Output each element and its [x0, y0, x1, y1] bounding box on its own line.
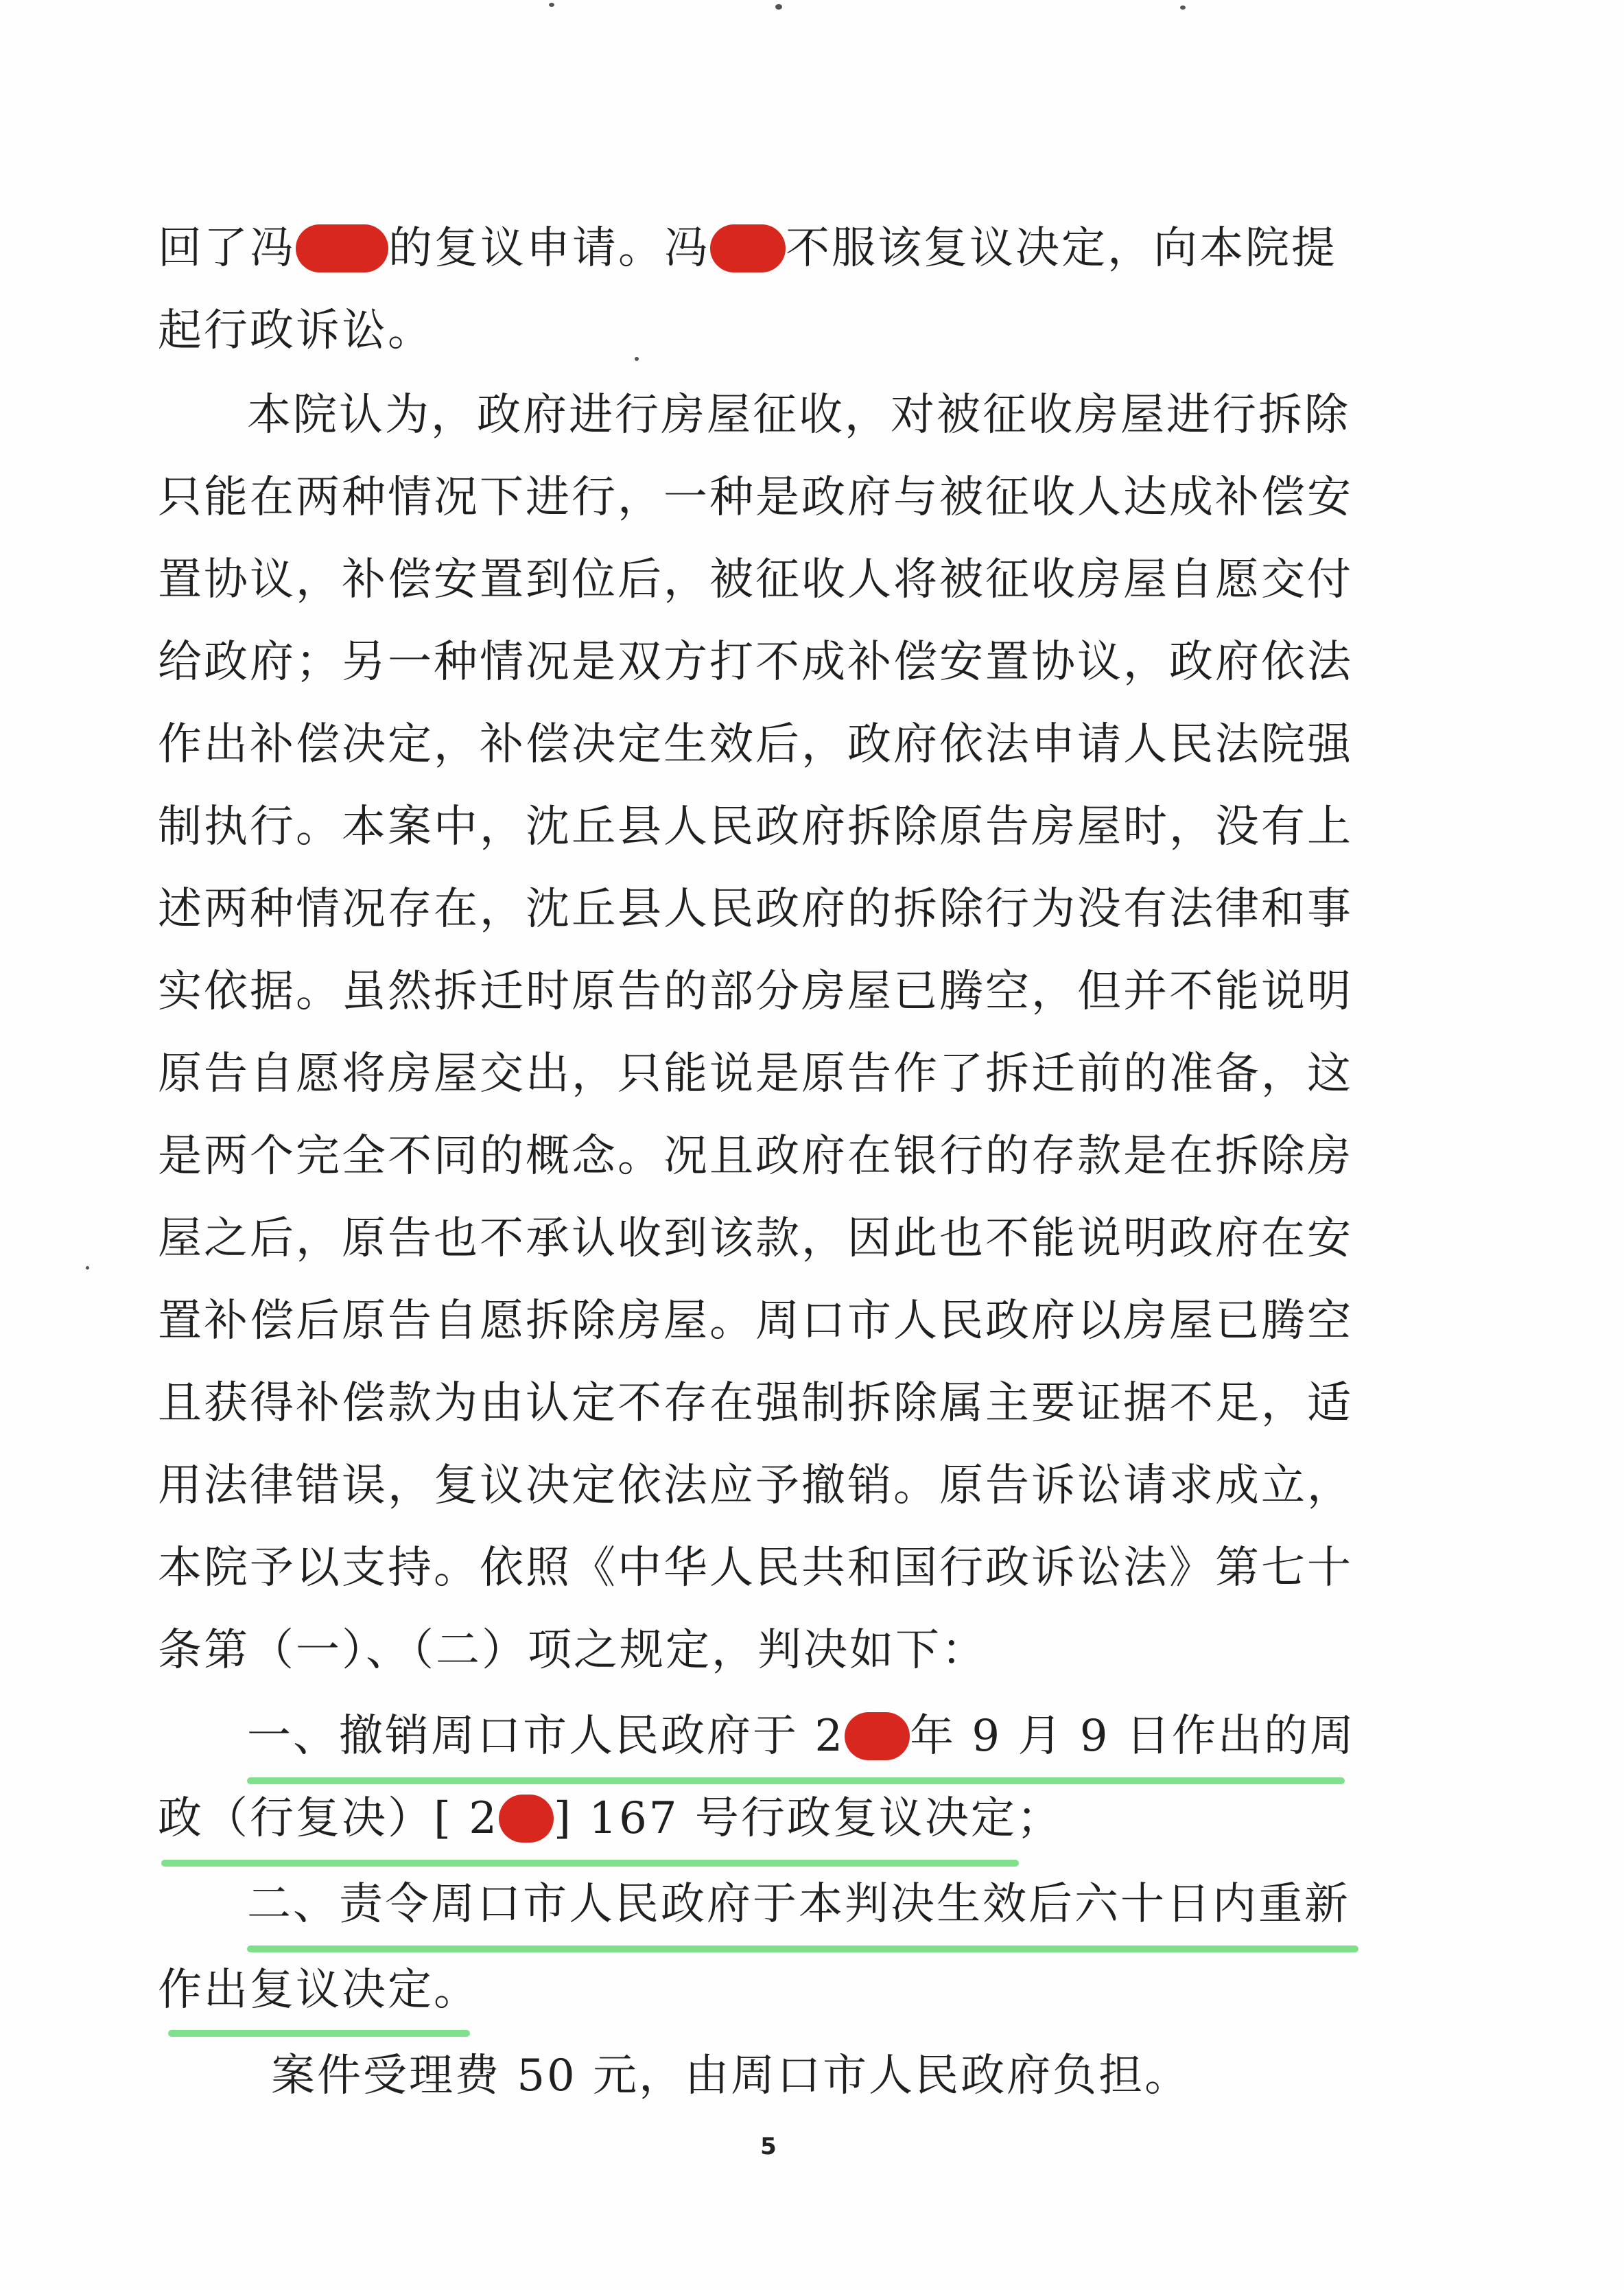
- text-segment: 年 9 月 9 日作出的周: [910, 1711, 1356, 1762]
- text-segment: ] 167 号行政复议决定；: [554, 1793, 1063, 1844]
- text-segment: 给政府；另一种情况是双方打不成补偿安置协议，政府依法: [158, 637, 1353, 688]
- redaction-mark: [499, 1795, 554, 1843]
- body-line: [158, 1541, 1353, 1596]
- body-line: [158, 221, 1337, 276]
- scan-speck: [1180, 5, 1186, 10]
- scan-speck: [86, 1266, 89, 1270]
- body-line: [158, 1047, 1353, 1101]
- text-segment: 一、撤销周口市人民政府于 2: [247, 1711, 845, 1762]
- text-segment: 不服该复议决定，向本院提: [786, 223, 1337, 274]
- page-number: 5: [760, 2133, 777, 2160]
- body-line: [158, 717, 1353, 772]
- judgment-item-1: [247, 1709, 1413, 1764]
- text-segment: 用法律错误，复议决定依法应予撤销。原告诉讼请求成立，: [158, 1460, 1353, 1511]
- body-line: [158, 1294, 1353, 1348]
- body-line: [158, 470, 1353, 525]
- text-segment: 原告自愿将房屋交出，只能说是原告作了拆迁前的准备，这: [158, 1049, 1353, 1099]
- green-underline: [168, 2030, 470, 2037]
- judgment-item-2: [247, 1877, 1413, 1932]
- body-line: [158, 799, 1353, 854]
- body-line: [158, 552, 1353, 607]
- text-segment: 的复议申请。冯: [388, 223, 710, 274]
- text-segment: 是两个完全不同的概念。况且政府在银行的存款是在拆除房: [158, 1131, 1353, 1182]
- text-segment: 二、责令周口市人民政府于本判决生效后六十日内重新: [247, 1879, 1350, 1930]
- body-line: [158, 1458, 1353, 1513]
- body-line: [158, 882, 1353, 937]
- redaction-mark: [710, 224, 786, 272]
- text-segment: 案件受理费 50 元，由周口市人民政府负担。: [271, 2051, 1191, 2101]
- green-underline: [161, 1860, 1019, 1867]
- text-segment: 述两种情况存在，沈丘县人民政府的拆除行为没有法律和事: [158, 884, 1353, 935]
- body-line: [158, 964, 1353, 1019]
- scan-speck: [775, 4, 782, 10]
- text-segment: 置补偿后原告自愿拆除房屋。周口市人民政府以房屋已腾空: [158, 1296, 1353, 1346]
- text-segment: 本院认为，政府进行房屋征收，对被征收房屋进行拆除: [247, 390, 1350, 441]
- body-line: [158, 635, 1353, 690]
- redaction-mark: [845, 1712, 910, 1760]
- text-segment: 政（行复决）[ 2: [158, 1793, 499, 1844]
- text-segment: 实依据。虽然拆迁时原告的部分房屋已腾空，但并不能说明: [158, 966, 1353, 1017]
- judgment-item-1-cont: [158, 1791, 1324, 1846]
- fee-line: [271, 2048, 1437, 2103]
- redaction-mark: [296, 224, 388, 272]
- judgment-item-2-cont: [158, 1963, 1324, 2018]
- body-line: [158, 1376, 1353, 1431]
- text-segment: 起行政诉讼。: [158, 305, 434, 356]
- text-segment: 制执行。本案中，沈丘县人民政府拆除原告房屋时，没有上: [158, 802, 1353, 852]
- scan-speck: [635, 357, 639, 361]
- body-line: [158, 1211, 1353, 1266]
- text-segment: 置协议，补偿安置到位后，被征收人将被征收房屋自愿交付: [158, 554, 1353, 605]
- body-line: [158, 1623, 1324, 1678]
- text-segment: 回了冯: [158, 223, 296, 274]
- body-line: [158, 1129, 1353, 1184]
- text-segment: 本院予以支持。依照《中华人民共和国行政诉讼法》第七十: [158, 1543, 1353, 1593]
- text-segment: 屋之后，原告也不承认收到该款，因此也不能说明政府在安: [158, 1213, 1353, 1264]
- text-segment: 作出复议决定。: [158, 1965, 480, 2016]
- scan-speck: [549, 3, 554, 7]
- text-segment: 只能在两种情况下进行，一种是政府与被征收人达成补偿安: [158, 472, 1353, 523]
- text-segment: 作出补偿决定，补偿决定生效后，政府依法申请人民法院强: [158, 719, 1353, 770]
- paragraph-first-line: [247, 388, 1413, 443]
- body-line: [158, 303, 1324, 358]
- green-underline: [247, 1946, 1358, 1952]
- green-underline: [247, 1777, 1345, 1784]
- text-segment: 条第（一）、（二）项之规定，判决如下：: [158, 1625, 987, 1676]
- text-segment: 且获得补偿款为由认定不存在强制拆除属主要证据不足，适: [158, 1378, 1353, 1429]
